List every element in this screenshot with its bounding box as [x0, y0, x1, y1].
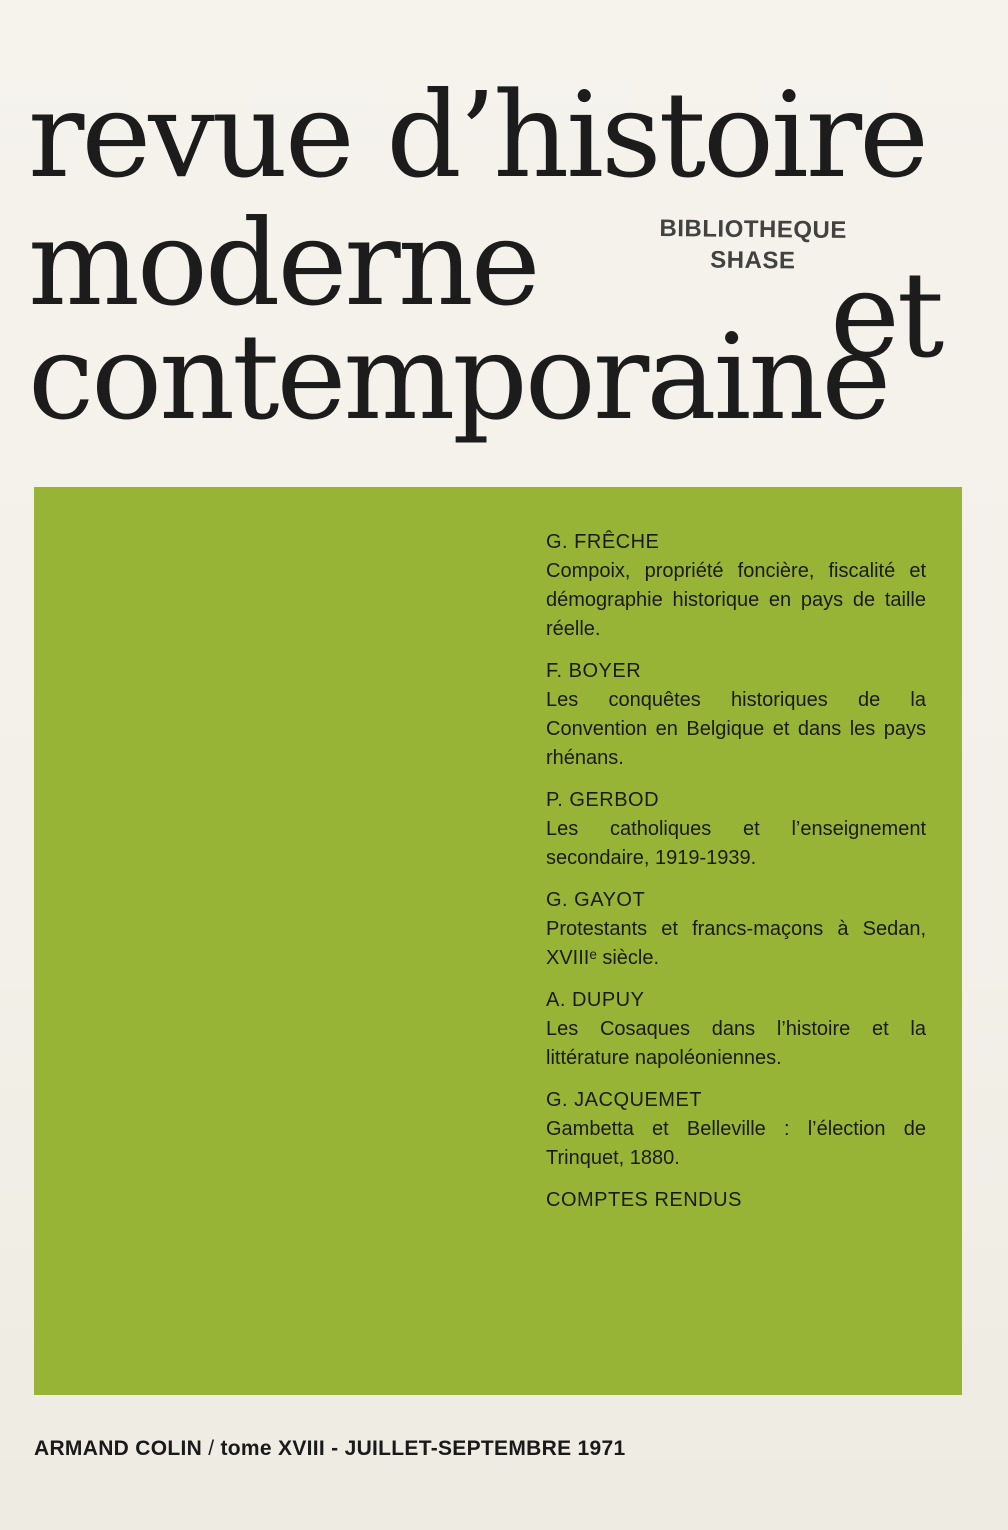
library-stamp	[648, 213, 859, 277]
entry-author: P. GERBOD	[546, 789, 660, 811]
entry-author: A. DUPUY	[546, 989, 645, 1011]
comptes-rendus-label: COMPTES RENDUS	[546, 1189, 742, 1211]
publication-footer	[34, 1437, 625, 1461]
issue-info: tome XVIII - JUILLET-SEPTEMBRE 1971	[220, 1437, 626, 1460]
footer-separator: /	[202, 1437, 221, 1460]
contents-entry	[546, 657, 926, 773]
entry-title: Gambetta et Belleville : l’élection de Trinquet, 1880.	[546, 1118, 926, 1169]
entry-author: G. JACQUEMET	[546, 1089, 703, 1111]
contents-entry	[546, 786, 926, 873]
contents-entry	[546, 886, 926, 973]
entry-author: G. FRÊCHE	[546, 531, 660, 553]
title-line-3: et	[830, 246, 942, 384]
entry-author: F. BOYER	[546, 660, 642, 682]
entry-title: Les conquêtes historiques de la Convention en Belgique et dans les pays rhénans.	[546, 689, 926, 769]
entry-title: Compoix, propriété foncière, fiscalité et démographie historique en pays de taille réelle.	[546, 560, 926, 640]
table-of-contents	[546, 528, 926, 1215]
contents-entry	[546, 1086, 926, 1173]
title-line-1: revue d’histoire	[28, 66, 927, 204]
entry-title: Protestants et francs-maçons à Sedan, XVIIIᵉ siècle.	[546, 918, 926, 969]
stamp-line-1: BIBLIOTHEQUE	[659, 215, 847, 244]
title-line-4: contemporaine	[28, 308, 889, 446]
title-line-2: moderne	[28, 194, 538, 332]
publisher-name: ARMAND COLIN	[34, 1437, 203, 1460]
entry-author: G. GAYOT	[546, 889, 646, 911]
contents-entry	[546, 528, 926, 644]
contents-entry	[546, 986, 926, 1073]
stamp-line-2: SHASE	[710, 246, 796, 275]
entry-title: Les Cosaques dans l’histoire et la littérature napoléoniennes.	[546, 1018, 926, 1069]
entry-title: Les catholiques et l’enseignement secondaire, 1919-1939.	[546, 818, 926, 869]
